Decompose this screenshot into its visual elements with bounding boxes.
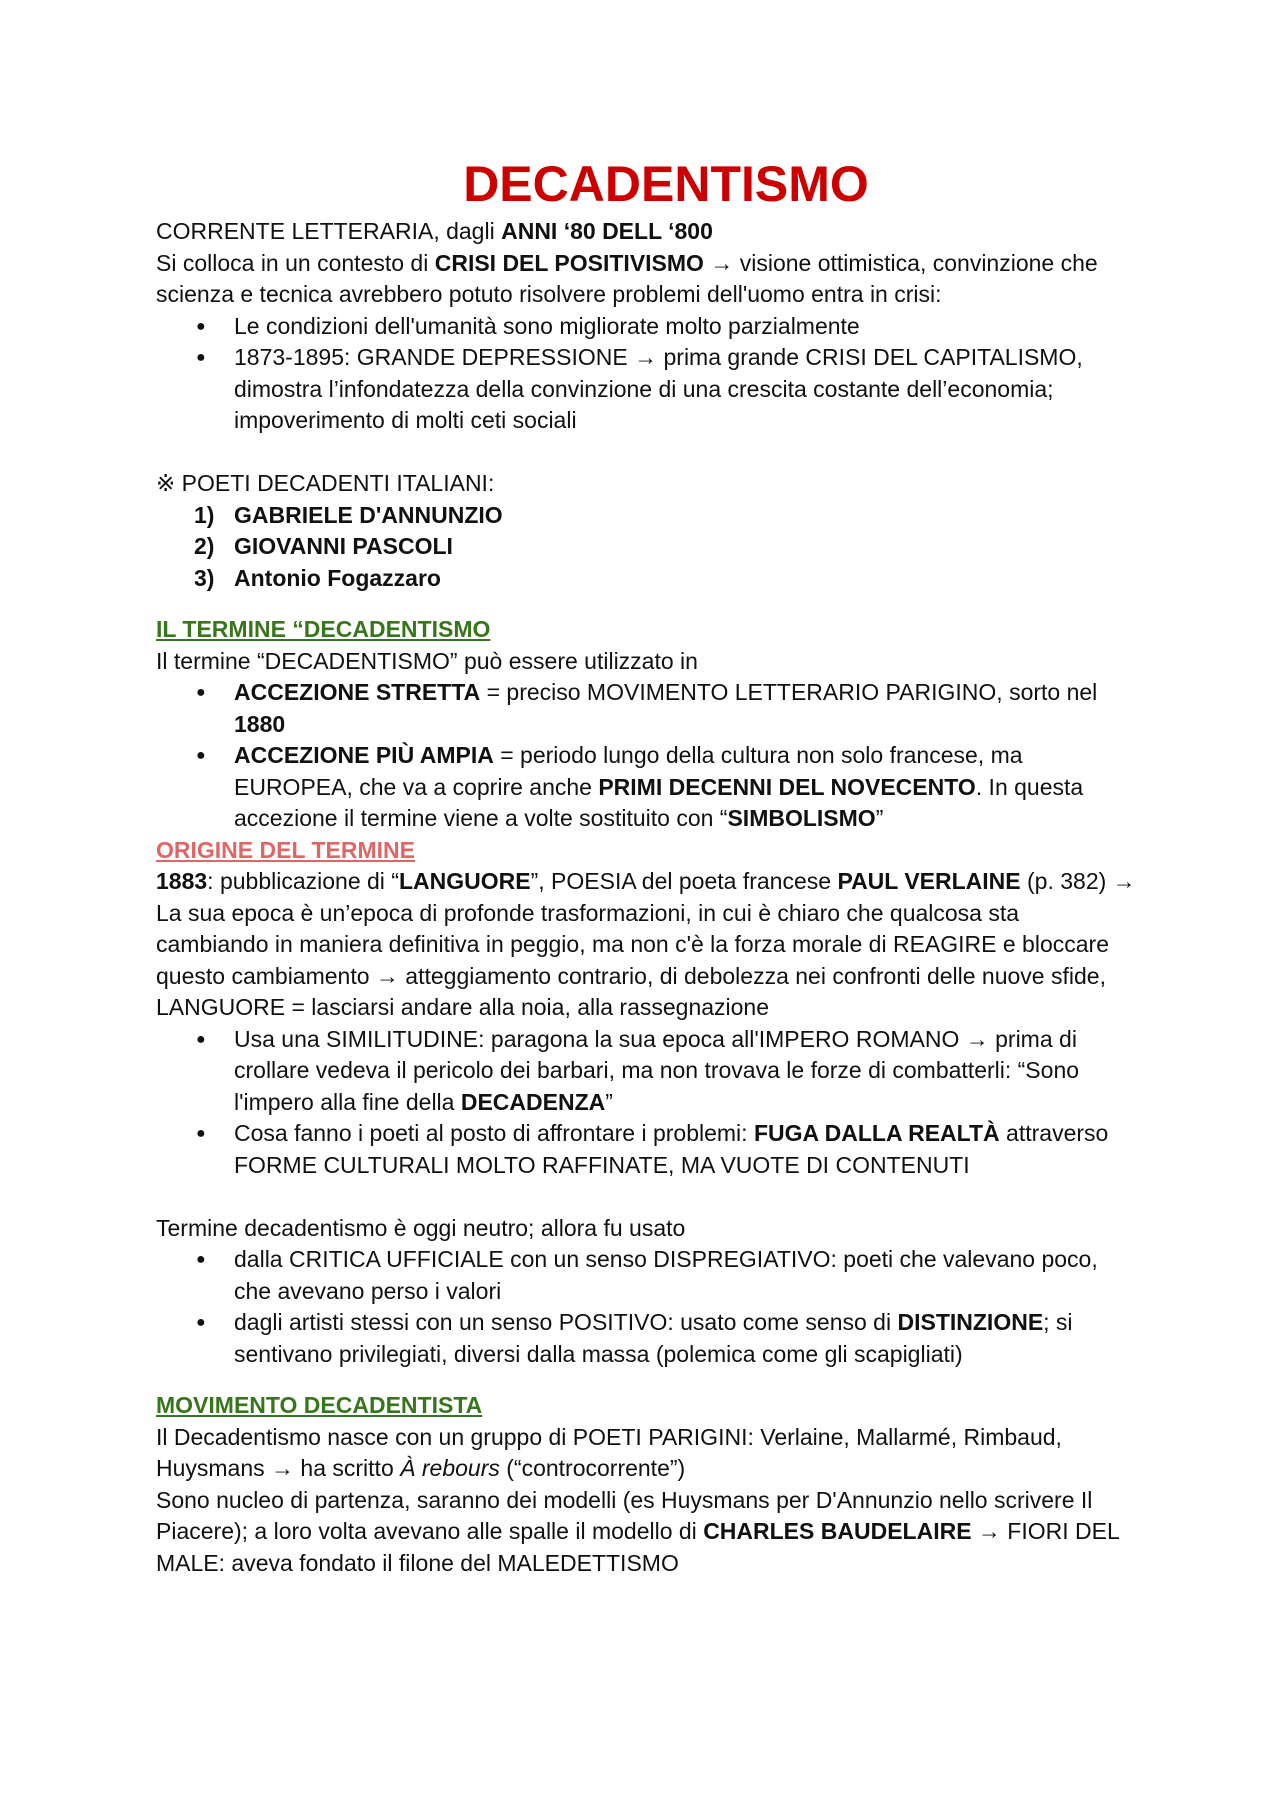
list-item: ● dagli artisti stessi con un senso POSITIVO: usato come senso di DISTINZIONE; si sentivano privilegiati, diversi dalla massa (polemica come gli scapigliati) bbox=[234, 1307, 1136, 1370]
list-item: 1) GABRIELE D'ANNUNZIO bbox=[194, 501, 503, 528]
list-item: ● ACCEZIONE STRETTA = preciso MOVIMENTO LETTERARIO PARIGINO, sorto nel 1880 bbox=[234, 677, 1136, 740]
origine-bullet-list bbox=[156, 1024, 1136, 1182]
origine-paragraph: 1883: pubblicazione di “LANGUORE”, POESIA del poeta francese PAUL VERLAINE (p. 382) → La sua epoca è un’epoca di profonde trasformazioni, in cui è chiaro che qualcosa sta cambiando in maniera definitiva in peggio, ma non c'è la forza morale di REAGIRE e bloccare questo cambiamento → atteggiamento contrario, di debolezza nei confronti delle nuove sfide, LANGUORE = lasciarsi andare alla noia, alla rassegnazione bbox=[156, 868, 1136, 1020]
neutro-bullet-list bbox=[156, 1244, 1136, 1370]
list-item: ● dalla CRITICA UFFICIALE con un senso DISPREGIATIVO: poeti che valevano poco, che avevano perso i valori bbox=[234, 1244, 1136, 1307]
list-item: 3) Antonio Fogazzaro bbox=[194, 564, 441, 591]
page-title: DECADENTISMO bbox=[463, 156, 869, 212]
list-item: ● Cosa fanno i poeti al posto di affrontare i problemi: FUGA DALLA REALTÀ attraverso FORME CULTURALI MOLTO RAFFINATE, MA VUOTE DI CONTENUTI bbox=[234, 1118, 1136, 1181]
movimento-paragraph-1: Il Decadentismo nasce con un gruppo di POETI PARIGINI: Verlaine, Mallarmé, Rimbaud, Huysmans → ha scritto À rebours (“controcorrente”) bbox=[156, 1423, 1062, 1481]
list-item: ● Le condizioni dell'umanità sono migliorate molto parzialmente bbox=[234, 311, 1136, 343]
list-item: ● 1873-1895: GRANDE DEPRESSIONE → prima grande CRISI DEL CAPITALISMO, dimostra l’infondatezza della convinzione di una crescita costante dell’economia; impoverimento di molti ceti sociali bbox=[234, 342, 1136, 437]
intro-bullet-list bbox=[156, 311, 1136, 437]
poets-list bbox=[156, 500, 1136, 595]
termine-bullet-list bbox=[156, 677, 1136, 835]
document-page bbox=[156, 152, 1136, 1579]
subheading-origine: ORIGINE DEL TERMINE bbox=[156, 836, 415, 863]
list-item: ● Usa una SIMILITUDINE: paragona la sua epoca all'IMPERO ROMANO → prima di crollare vedeva il pericolo dei barbari, ma non trovava le forze di combatterli: “Sono l'impero alla fine della DECADENZA” bbox=[234, 1024, 1136, 1119]
movimento-paragraph-2: Sono nucleo di partenza, saranno dei modelli (es Huysmans per D'Annunzio nello scrivere Il Piacere); a loro volta avevano alle spalle il modello di CHARLES BAUDELAIRE → FIORI DEL MALE: aveva fondato il filone del MALEDETTISMO bbox=[156, 1486, 1119, 1576]
neutro-intro: Termine decadentismo è oggi neutro; allora fu usato bbox=[156, 1214, 686, 1241]
poets-heading: ※ POETI DECADENTI ITALIANI: bbox=[156, 470, 495, 496]
intro-paragraph: Si colloca in un contesto di CRISI DEL POSITIVISMO → visione ottimistica, convinzione che scienza e tecnica avrebbero potuto risolvere problemi dell'uomo entra in crisi: bbox=[156, 249, 1098, 307]
section-heading-termine: IL TERMINE “DECADENTISMO bbox=[156, 616, 491, 642]
list-item: 2) GIOVANNI PASCOLI bbox=[194, 533, 453, 559]
intro-line: CORRENTE LETTERARIA, dagli ANNI ‘80 DELL ‘800 bbox=[156, 218, 713, 244]
termine-intro: Il termine “DECADENTISMO” può essere utilizzato in bbox=[156, 647, 698, 674]
section-heading-movimento: MOVIMENTO DECADENTISTA bbox=[156, 1392, 483, 1418]
list-item: ● ACCEZIONE PIÙ AMPIA = periodo lungo della cultura non solo francese, ma EUROPEA, che va a coprire anche PRIMI DECENNI DEL NOVECENTO. In questa accezione il termine viene a volte sostituito con “SIMBOLISMO” bbox=[234, 740, 1136, 835]
